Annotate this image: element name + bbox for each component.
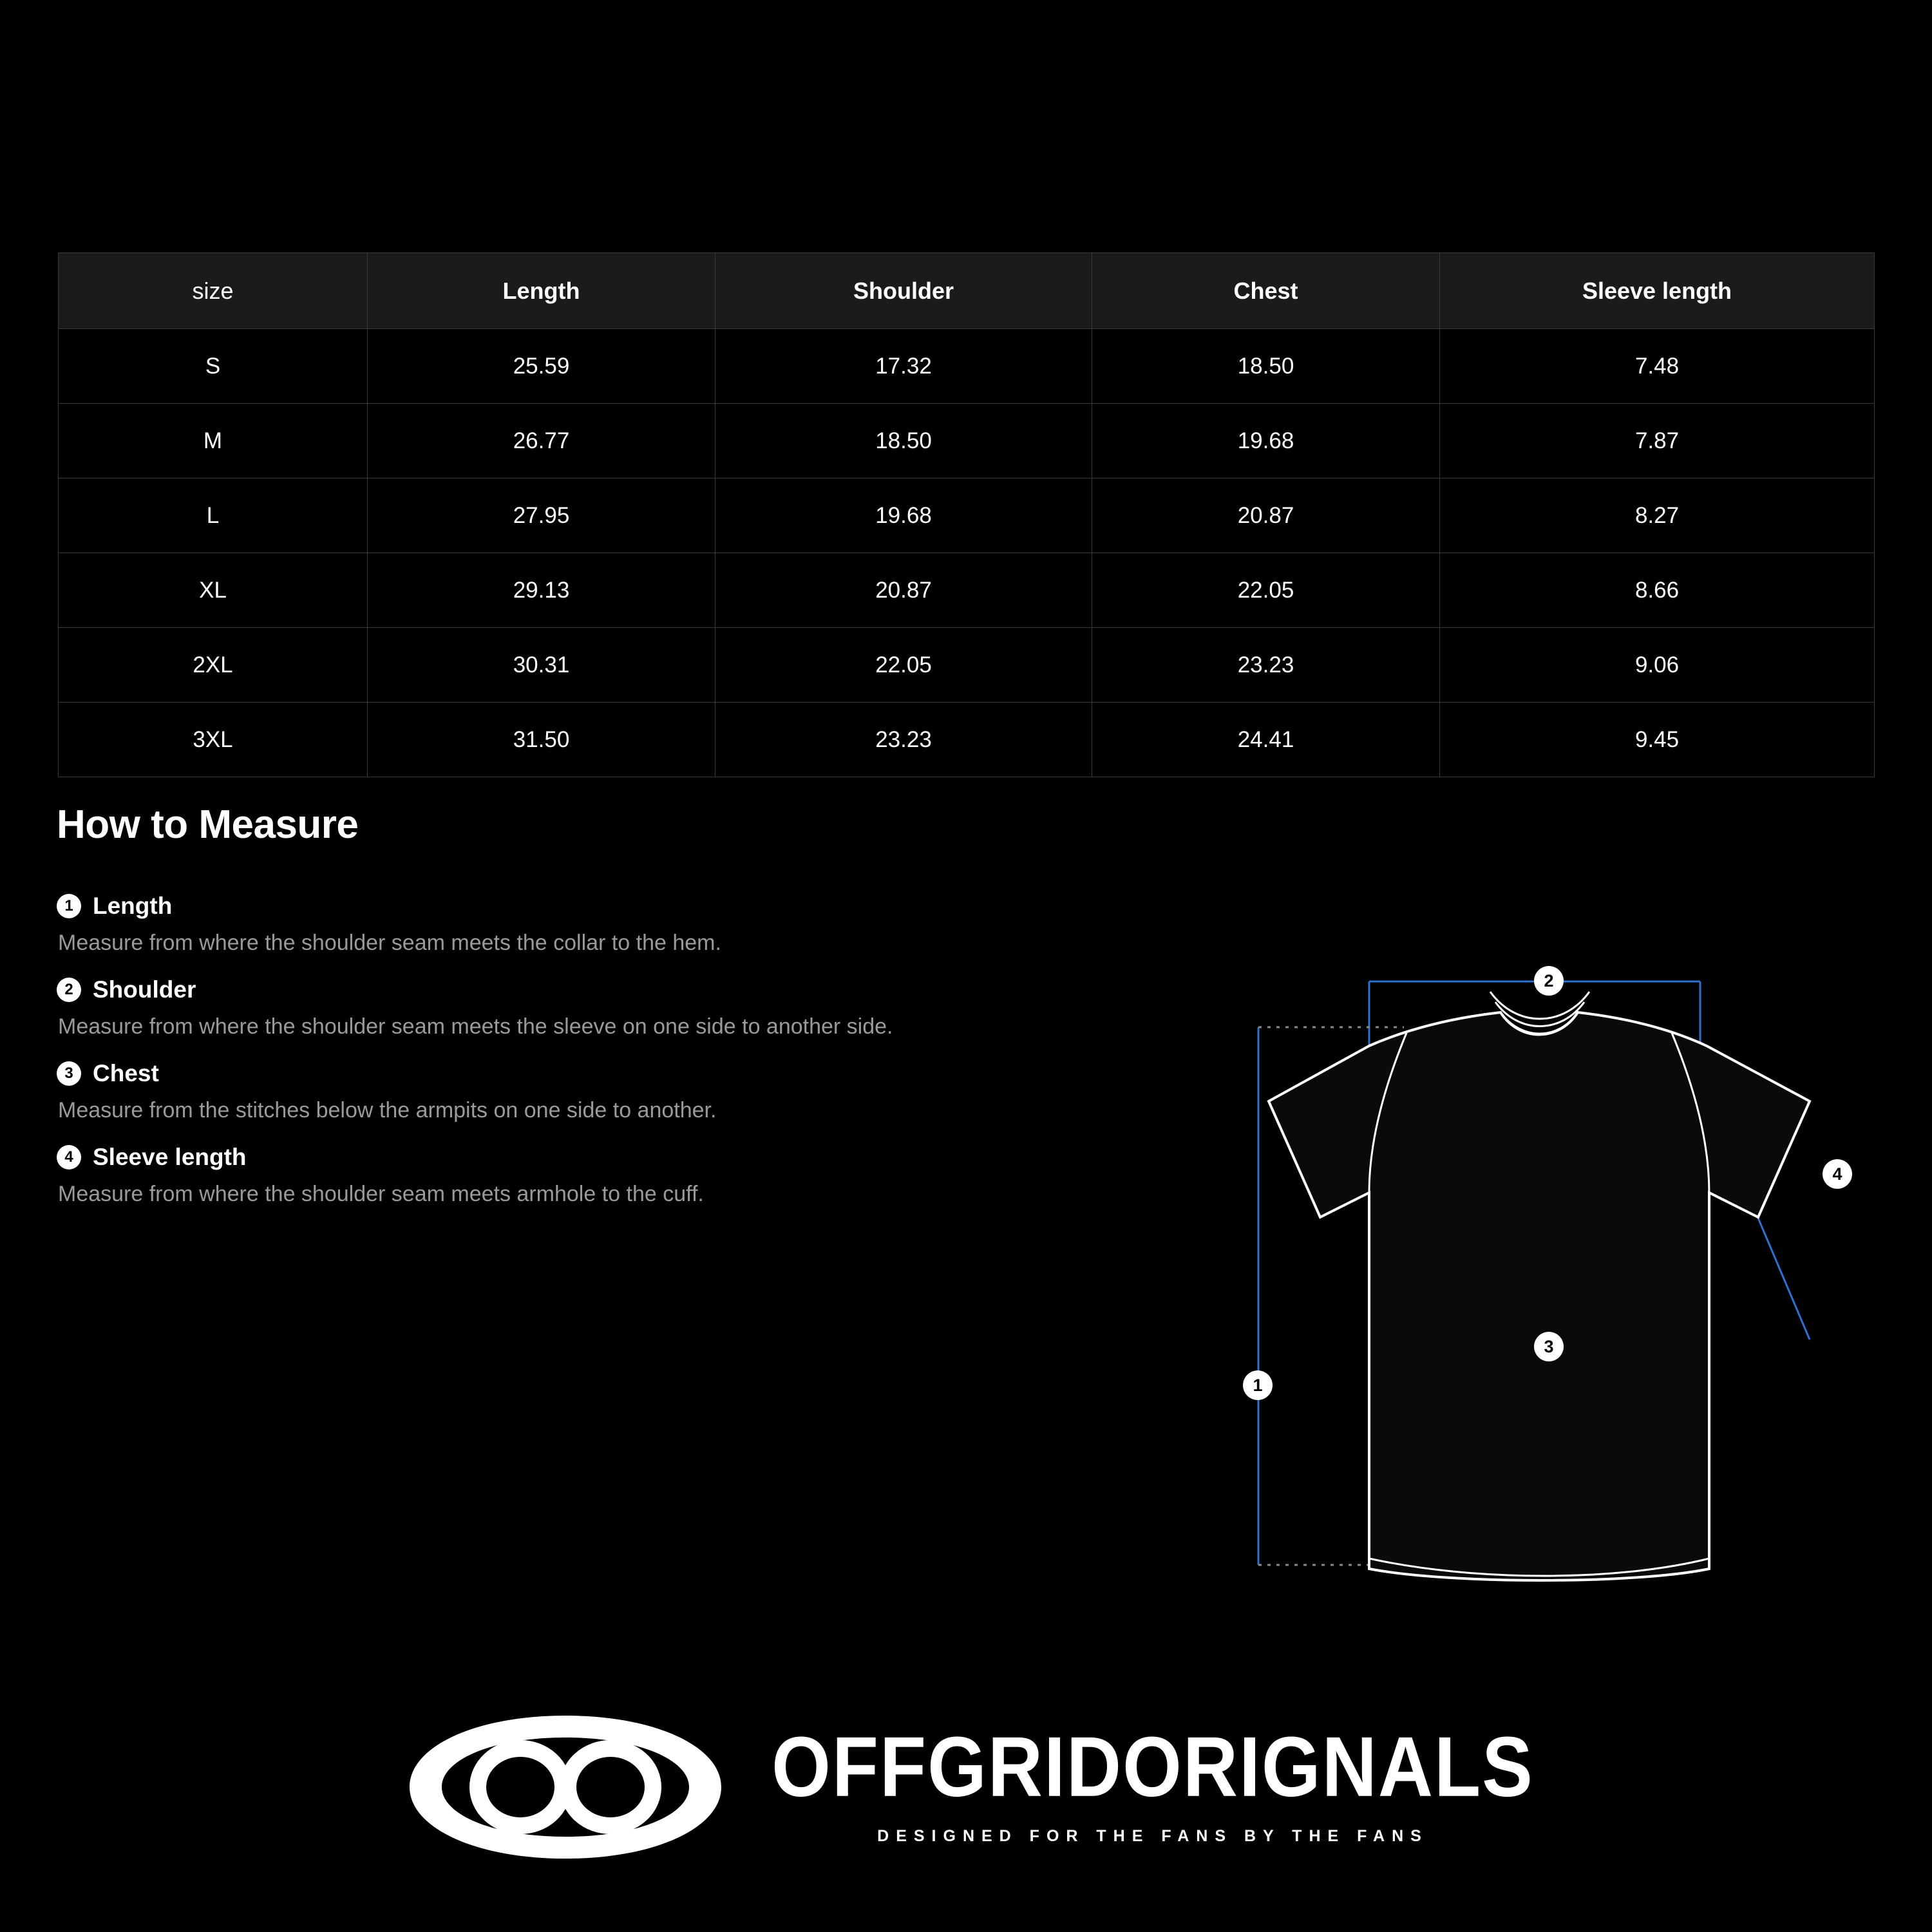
diagram-badge-length: 1 (1243, 1370, 1273, 1400)
diagram-badge-chest: 3 (1534, 1332, 1564, 1361)
measure-item-label: Shoulder (93, 976, 196, 1003)
cell-shoulder: 22.05 (715, 628, 1092, 703)
cell-sleeve: 9.06 (1440, 628, 1875, 703)
measure-item-header (57, 893, 1190, 920)
cell-length: 29.13 (368, 553, 715, 628)
tshirt-illustration (1269, 992, 1810, 1580)
how-to-measure-title: How to Measure (57, 802, 359, 847)
number-badge-icon: 1 (57, 894, 81, 918)
cell-shoulder: 17.32 (715, 329, 1092, 404)
diagram-badge-shoulder: 2 (1534, 966, 1564, 996)
measure-item-label: Length (93, 893, 173, 919)
table-header-row (59, 253, 1875, 329)
cell-length: 31.50 (368, 703, 715, 777)
measure-item-label: Chest (93, 1059, 159, 1086)
cell-shoulder: 19.68 (715, 478, 1092, 553)
cell-shoulder: 20.87 (715, 553, 1092, 628)
measure-item-description: Measure from where the shoulder seam meets the collar to the hem. (58, 931, 721, 955)
cell-size: L (59, 478, 368, 553)
brand-logo-icon (398, 1707, 733, 1868)
how-to-measure-list (57, 876, 1190, 1227)
size-chart-table (58, 252, 1875, 777)
measure-item-header (57, 1060, 1190, 1087)
cell-shoulder: 23.23 (715, 703, 1092, 777)
cell-chest: 24.41 (1092, 703, 1440, 777)
cell-shoulder: 18.50 (715, 404, 1092, 478)
brand-tagline: DESIGNED FOR THE FANS BY THE FANS (877, 1826, 1428, 1845)
cell-size: XL (59, 553, 368, 628)
column-header-shoulder: Shoulder (715, 253, 1092, 329)
diagram-badge-sleeve: 4 (1823, 1159, 1852, 1189)
cell-chest: 20.87 (1092, 478, 1440, 553)
measure-item-description: Measure from the stitches below the armpits on one side to another. (58, 1097, 717, 1122)
brand-text-block (772, 1719, 1534, 1846)
table-row (59, 628, 1875, 703)
cell-size: M (59, 404, 368, 478)
cell-length: 25.59 (368, 329, 715, 404)
cell-size: S (59, 329, 368, 404)
table-row (59, 553, 1875, 628)
number-badge-icon: 3 (57, 1061, 81, 1086)
number-badge-icon: 2 (57, 978, 81, 1002)
brand-name: OFFGRIDORIGNALS (772, 1719, 1534, 1815)
cell-length: 26.77 (368, 404, 715, 478)
measure-item-header (57, 1144, 1190, 1171)
cell-chest: 18.50 (1092, 329, 1440, 404)
tshirt-measurement-diagram (1243, 914, 1893, 1662)
table-row (59, 329, 1875, 404)
table-row (59, 478, 1875, 553)
table-header (59, 253, 1875, 329)
cell-size: 2XL (59, 628, 368, 703)
table-row (59, 703, 1875, 777)
cell-length: 27.95 (368, 478, 715, 553)
measure-item-description: Measure from where the shoulder seam meets armhole to the cuff. (58, 1181, 704, 1206)
measure-item-sleeve-length (57, 1144, 1190, 1209)
footer (0, 1707, 1932, 1868)
cell-sleeve: 7.87 (1440, 404, 1875, 478)
number-badge-icon: 4 (57, 1145, 81, 1170)
cell-length: 30.31 (368, 628, 715, 703)
tshirt-diagram-svg (1243, 914, 1893, 1662)
cell-chest: 19.68 (1092, 404, 1440, 478)
table-row (59, 404, 1875, 478)
column-header-chest: Chest (1092, 253, 1440, 329)
cell-chest: 23.23 (1092, 628, 1440, 703)
measure-item-shoulder (57, 976, 1190, 1042)
cell-sleeve: 8.66 (1440, 553, 1875, 628)
column-header-sleeve-length: Sleeve length (1440, 253, 1875, 329)
cell-chest: 22.05 (1092, 553, 1440, 628)
table-body (59, 329, 1875, 777)
measure-item-header (57, 976, 1190, 1003)
cell-sleeve: 9.45 (1440, 703, 1875, 777)
measure-item-label: Sleeve length (93, 1143, 247, 1170)
measure-item-chest (57, 1060, 1190, 1126)
column-header-length: Length (368, 253, 715, 329)
column-header-size: size (59, 253, 368, 329)
cell-sleeve: 8.27 (1440, 478, 1875, 553)
measure-item-length (57, 893, 1190, 958)
cell-size: 3XL (59, 703, 368, 777)
cell-sleeve: 7.48 (1440, 329, 1875, 404)
measure-item-description: Measure from where the shoulder seam meets the sleeve on one side to another side. (58, 1014, 893, 1039)
